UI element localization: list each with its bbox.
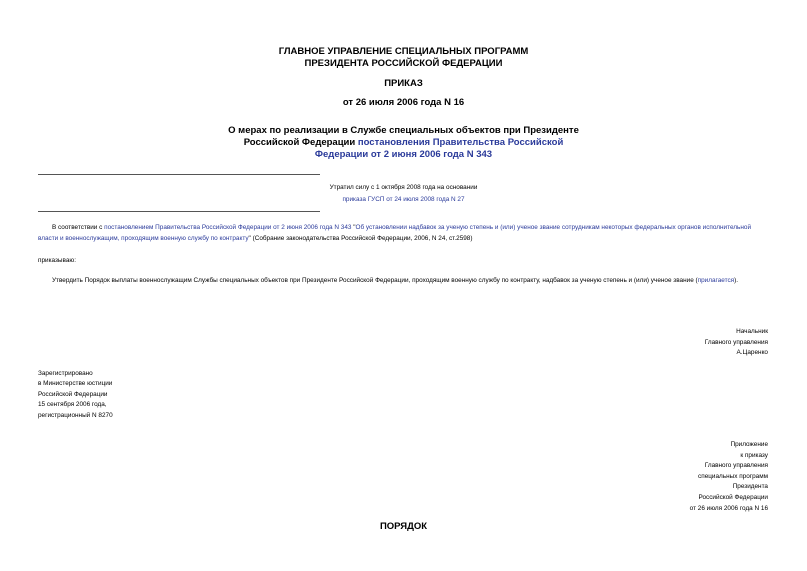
doc-date: от 26 июля 2006 года N 16 — [342, 97, 465, 108]
doc-title-line2-text: Российской Федерации — [243, 137, 358, 148]
body-tail: ). — [734, 277, 739, 284]
repeal-order-link[interactable]: приказа ГУСП от 24 июля 2008 года N 27 — [342, 196, 465, 203]
appendix-line1: Приложение — [730, 441, 768, 448]
appendix-link[interactable]: прилагается — [697, 277, 735, 284]
resolution-343-link[interactable]: постановлением Правительства Российской Федерации от 2 июня 2006 года N 343 — [104, 224, 352, 231]
preamble-text-3: " (Собрание законодательства Российской Федерации, 2006, N 24, ст.2598) — [248, 234, 473, 242]
divider-top — [38, 174, 320, 175]
appendix-line3: Главного управления — [704, 462, 768, 470]
signature-line2: Главного управления — [704, 338, 768, 346]
preamble-text-1: В соответствии с — [52, 224, 105, 231]
signature-line1: Начальник — [736, 328, 768, 335]
preamble-text-2: " — [351, 224, 356, 231]
appendix-line6: Российской Федерации — [698, 493, 768, 501]
body-paragraph — [38, 276, 770, 287]
resolution-link-part2[interactable]: Федерации от 2 июня 2006 года N 343 — [314, 149, 493, 160]
appendix-line2: к приказу — [740, 451, 768, 459]
section-title: ПОРЯДОК — [379, 521, 428, 532]
doc-title-line3 — [0, 149, 807, 161]
org-name-line2: ПРЕЗИДЕНТА РОССИЙСКОЙ ФЕДЕРАЦИИ — [304, 58, 503, 69]
registration-line3: Российской Федерации — [38, 390, 108, 398]
appendix-block — [690, 440, 768, 514]
org-name-line1: ГЛАВНОЕ УПРАВЛЕНИЕ СПЕЦИАЛЬНЫХ ПРОГРАММ — [278, 46, 529, 57]
preamble-paragraph — [38, 223, 770, 244]
signature-block — [705, 327, 768, 359]
divider-bottom — [38, 211, 320, 212]
resolution-link-part1[interactable]: постановления Правительства Российской — [357, 137, 564, 148]
registration-line2: в Министерстве юстиции — [38, 380, 113, 388]
appendix-line7: от 26 июля 2006 года N 16 — [689, 504, 768, 512]
status-line2 — [0, 195, 807, 205]
registration-block — [38, 369, 113, 421]
registration-line4: 15 сентября 2006 года, — [38, 401, 107, 409]
doc-title-line1: О мерах по реализации в Службе специальных объектов при Президенте — [228, 125, 579, 136]
doc-title-line2 — [0, 137, 807, 149]
doc-type: ПРИКАЗ — [384, 78, 423, 89]
signature-name: А.Царенко — [736, 349, 768, 357]
resolution-title-link[interactable]: Об установлении надбавок за ученую степень и (или) ученое звание сотрудникам некоторых федеральных органов исполнительной власти и военнослужащим, проходящим военную службу по контракту — [38, 224, 752, 242]
body-text: Утвердить Порядок выплаты военнослужащим Службы специальных объектов при Президенте Российской Федерации, проходящим военную службу по контракту, надбавок за ученую степень и (или) ученое звание ( — [52, 277, 698, 284]
appendix-line5: Президента — [732, 483, 768, 491]
registration-line5: регистрационный N 8270 — [38, 411, 113, 419]
registration-line1: Зарегистрировано — [38, 370, 93, 377]
appendix-line4: специальных программ — [698, 472, 768, 480]
order-word: приказываю: — [38, 257, 76, 264]
status-line1: Утратил силу с 1 октября 2008 года на основании — [329, 184, 478, 191]
